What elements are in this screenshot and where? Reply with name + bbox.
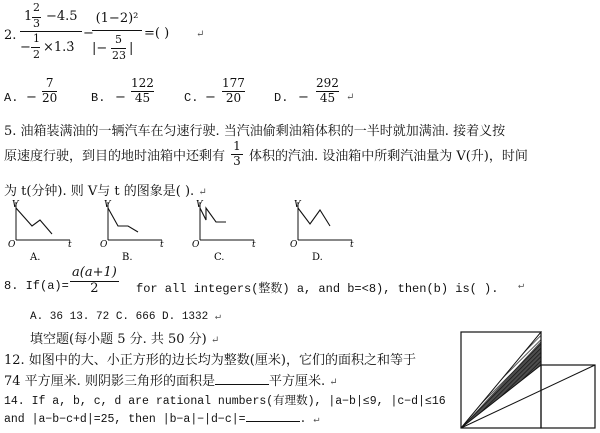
q5-line-3: [4, 180, 207, 199]
q2-choice-d-sign: −: [298, 90, 309, 105]
q5-graph-d-axis-v: V: [294, 200, 301, 210]
q5-graph-a-origin: O: [8, 240, 16, 250]
q2-choice-b-frac: $\frac{122}{45}$: [131, 76, 154, 105]
q14-line-2: [4, 413, 319, 426]
q14-answer-blank[interactable]: [246, 421, 300, 422]
q5-fraction: $\frac{1}{3}$: [233, 139, 241, 168]
q8-choices: [30, 311, 221, 323]
q8-fraction-num: a(a+1): [72, 265, 117, 280]
q5-graph-a: [8, 200, 72, 263]
shaded-triangle: [461, 332, 541, 428]
q12-line-2-post: 平方厘米.: [268, 374, 326, 389]
q2-den-frac-num: 1: [33, 32, 40, 45]
q12-line-1: 12. 如图中的大、小正方形的边长均为整数(厘米)，它们的面积之和等于: [4, 353, 416, 368]
q5-graphs: [4, 198, 364, 264]
small-square: [541, 365, 595, 428]
q2-f2-numerator: (1−2)²: [92, 8, 142, 31]
q5-graph-a-axis-v: V: [12, 200, 19, 210]
q2-choices: [4, 77, 364, 117]
q5-graph-c-axis-v: V: [196, 200, 203, 210]
q2-number: 2.: [4, 28, 17, 43]
q2-minus-45: −4.5: [46, 9, 78, 24]
q8-pre: 8. If(a)=: [4, 279, 69, 293]
q2-den-times: ×1.3̇: [43, 40, 75, 55]
q2-f2-den-num: 5: [115, 33, 122, 46]
q5-graph-d-axis-t: t: [350, 240, 354, 250]
q2-minus-between: −: [83, 26, 94, 41]
q2-f2-den-pre: |−: [92, 41, 108, 56]
q5-line-2: [4, 140, 528, 176]
q2-f2-den-den: 23: [112, 49, 126, 62]
return-arrow-icon: ↵: [518, 281, 525, 292]
q2-fraction-2: [92, 8, 142, 67]
q5-graph-a-label: A.: [30, 252, 41, 263]
return-arrow-icon: ↵: [346, 92, 355, 103]
q5-graph-d-origin: O: [290, 240, 298, 250]
q5-graph-b: [100, 200, 164, 263]
q5-graph-c: [192, 200, 256, 263]
q2-choice-c-label: C.: [184, 91, 199, 105]
q14-line-2-post: .: [299, 413, 307, 426]
q5-line-1: 5. 油箱装满油的一辆汽车在匀速行驶. 当汽油偷剩油箱体积的一半时就加满油. 接着义按: [4, 124, 506, 139]
q2-choice-b-sign: −: [115, 90, 126, 105]
q12-squares-figure: [460, 331, 596, 431]
return-arrow-icon: ↵: [210, 335, 220, 346]
q2-mixed-num: 2: [33, 1, 40, 14]
q2-choice-a-sign: −: [26, 90, 37, 105]
q5-graph-a-axis-t: t: [68, 240, 72, 250]
q8-choices-text: A. 36 13. 72 C. 666 D. 1332: [30, 311, 209, 323]
q5-graph-b-axis-t: t: [160, 240, 164, 250]
q8-post: for all integers(整数) a, and b=<8), then(b) is( ).: [136, 282, 499, 296]
q2-answer-blank: =( ): [144, 26, 170, 41]
return-arrow-icon: ↵: [196, 29, 205, 40]
q5-graph-b-origin: O: [100, 240, 108, 250]
q2-choice-d-frac: $\frac{292}{45}$: [316, 76, 339, 105]
q2-den-frac-den: 2: [33, 48, 40, 61]
q2-fraction-1: [20, 3, 82, 62]
q2-f2-den-post: |: [129, 41, 134, 56]
q5-line-2-post: 体积的汽油. 设油箱中所剩汽油量为 V(升)，时间: [248, 148, 528, 164]
q5-graph-c-axis-t: t: [252, 240, 256, 250]
q2-choice-c-sign: −: [205, 90, 216, 105]
q5-graph-d: [290, 200, 354, 263]
q12-line-2: [4, 370, 338, 389]
q2-choice-c-frac: $\frac{177}{20}$: [222, 76, 245, 105]
q8-fraction: [70, 266, 119, 297]
q2-choice-a-frac: $\frac{7}{20}$: [42, 76, 58, 105]
q5-line-2-pre: 原速度行驶，到目的地时油箱中还剩有: [4, 148, 226, 164]
q14-line-1: 14. If a, b, c, d are rational numbers(有理数), |a−b|≤9, |c−d|≤16: [4, 395, 446, 408]
q8-fraction-den: 2: [70, 281, 119, 297]
return-arrow-icon: ↵: [214, 312, 221, 323]
q5-graph-c-label: C.: [214, 252, 225, 263]
q14-line-2-pre: and |a−b−c+d|=25, then |b−a|−|d−c|=: [4, 413, 246, 426]
q5-graph-b-label: B.: [122, 252, 133, 263]
return-arrow-icon: ↵: [329, 377, 338, 388]
q2-mixed-den: 3: [33, 17, 40, 30]
section-title: [30, 328, 219, 347]
q2-choice-a-label: A.: [4, 91, 19, 105]
section-title-text: 填空题(每小题 5 分. 共 50 分): [30, 332, 207, 347]
q2-choice-d-label: D.: [274, 91, 289, 105]
q5-graph-c-origin: O: [192, 240, 200, 250]
q2-choice-b-label: B.: [91, 91, 106, 105]
q5-graph-d-label: D.: [312, 252, 323, 263]
q8-line: [4, 266, 524, 306]
q12-line-2-pre: 74 平方厘米. 则阴影三角形的面积是: [4, 374, 215, 389]
q2-mixed-whole: 1: [24, 9, 33, 24]
return-arrow-icon: ↵: [313, 415, 320, 426]
return-arrow-icon: ↵: [198, 187, 207, 198]
q5-line-3-text: 为 t(分钟). 则 V与 t 的图象是( ).: [4, 184, 195, 199]
q5-graph-b-axis-v: V: [104, 200, 111, 210]
q12-answer-blank[interactable]: [215, 384, 269, 385]
q2-den-minus: −: [20, 40, 31, 55]
